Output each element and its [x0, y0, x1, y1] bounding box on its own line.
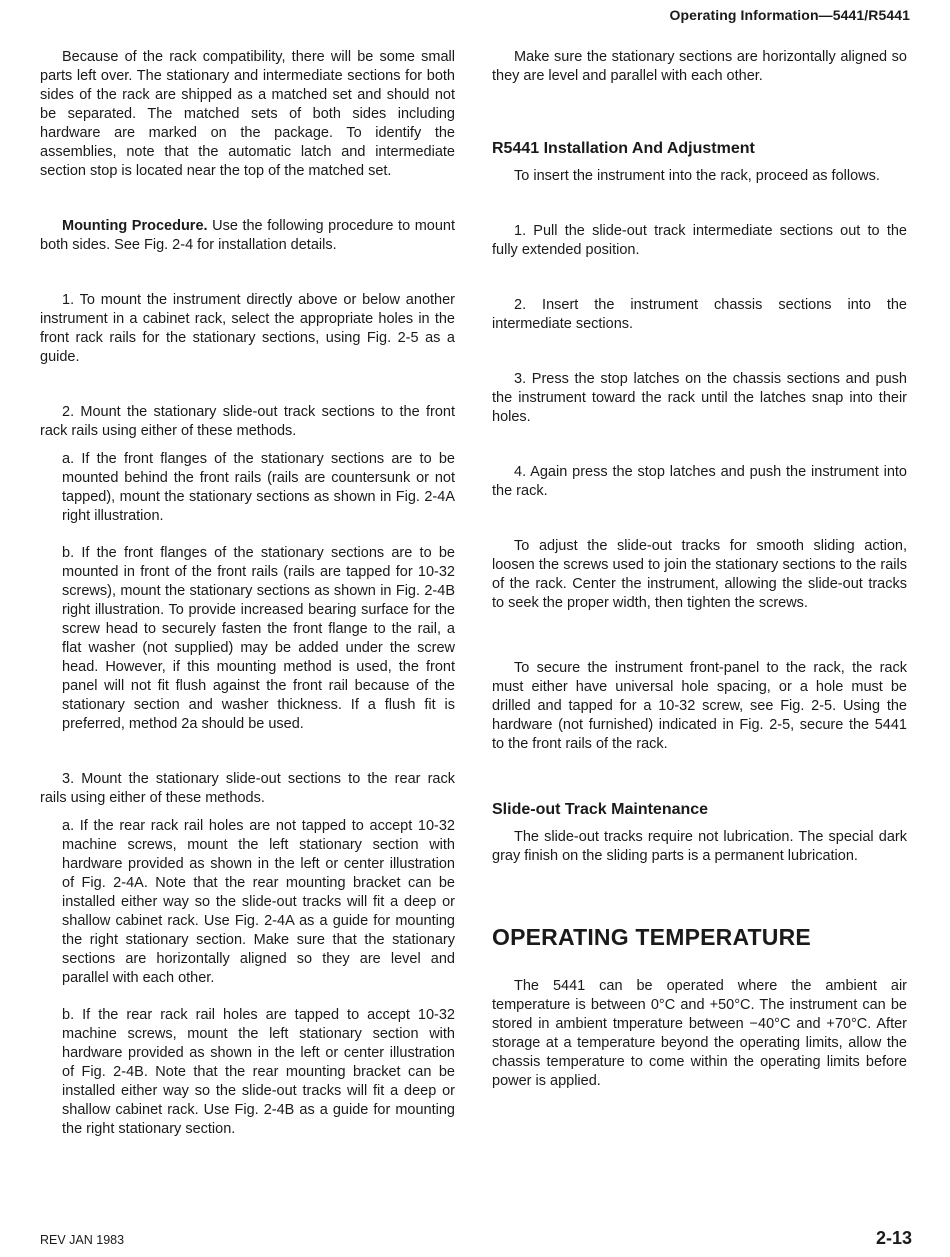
secure-paragraph: To secure the instrument front-panel to the rack, the rack must either have universal hole spacing, or a hole must be drilled and tapped for a 10-32 screw, see Fig. 2-5. Using the hardware (not furnished) indicated in Fig. 2-5, secure the 5441 to the front rails of the rack.: [492, 660, 907, 752]
page-number: 2-13: [875, 1228, 912, 1248]
adjust-paragraph: To adjust the slide-out tracks for smooth sliding action, loosen the screws used to join the stationary sections to the rails of the rack. Center the instrument, allowing the slide-out tracks to seek the proper width, then tighten the screws.: [492, 538, 907, 611]
maintenance-paragraph: The slide-out tracks require not lubrication. The special dark gray finish on the sliding parts is a permanent lubrication.: [492, 829, 907, 864]
intro-paragraph: Because of the rack compatibility, there will be some small parts left over. The stationary and intermediate sections for both sides of the rack are shipped as a matched set and should not be separated. The matched sets of both sides including hardware are marked on the package. To identify the assemblies, note that the automatic latch and intermediate section stop is located near the top of the matched set.: [40, 49, 455, 179]
install-step-1: 1. Pull the slide-out track intermediate sections out to the fully extended position.: [492, 223, 907, 258]
installation-heading: R5441 Installation And Adjustment: [492, 140, 755, 157]
install-step-3: 3. Press the stop latches on the chassis sections and push the instrument toward the rack until the latches snap into their holes.: [492, 371, 907, 425]
mounting-procedure-paragraph: [40, 217, 455, 255]
mounting-procedure-lead: Mounting Procedure.: [62, 218, 208, 234]
revision-date: REV JAN 1983: [40, 1233, 125, 1247]
install-step-2: 2. Insert the instrument chassis sections into the intermediate sections.: [492, 297, 907, 332]
running-header: Operating Information—5441/R5441: [669, 7, 910, 23]
step-3a: a. If the rear rack rail holes are not tapped to accept 10-32 machine screws, mount the left stationary section with hardware provided as shown in the left or center illustration of Fig. 2-4A. Note that the rear mounting bracket can be installed either way so the slide-out tracks will fit a deep or shallow cabinet rack. Use Fig. 2-4A as a guide for mounting the right stationary section. Make sure that the stationary sections are horizontally aligned so they are level and parallel with each other.: [62, 818, 455, 986]
step-2: 2. Mount the stationary slide-out track sections to the front rack rails using either of these methods.: [40, 404, 455, 439]
temperature-paragraph: The 5441 can be operated where the ambient air temperature is between 0°C and +50°C. The instrument can be stored in ambient tmperature between −40°C and +70°C. After storage at a temperature beyond the operating limits, allow the chassis temperature to come within the operating limits before power is applied.: [492, 978, 907, 1089]
maintenance-heading: Slide-out Track Maintenance: [492, 801, 709, 818]
step-3: 3. Mount the stationary slide-out sections to the rear rack rails using either of these methods.: [40, 771, 455, 806]
left-column: [40, 48, 455, 1139]
operating-temperature-heading: OPERATING TEMPERATURE: [492, 924, 811, 950]
step-2a: a. If the front flanges of the stationary sections are to be mounted behind the front rails (rails are countersunk or not tapped), mount the stationary sections as shown in Fig. 2-4A right illustration.: [62, 451, 455, 524]
step-3-subitems: [62, 817, 455, 1139]
step-3b: b. If the rear rack rail holes are tapped to accept 10-32 machine screws, mount the left stationary section with hardware provided as shown in the left or center illustration of Fig. 2-4B. Note that the rear mounting bracket can be installed either way so the slide-out tracks will fit a deep or shallow cabinet rack. Use Fig. 2-4B as a guide for mounting the right stationary section.: [62, 1007, 455, 1137]
alignment-paragraph: Make sure the stationary sections are horizontally aligned so they are level and parallel with each other.: [492, 49, 907, 84]
step-2-subitems: [62, 450, 455, 734]
install-step-4: 4. Again press the stop latches and push the instrument into the rack.: [492, 464, 907, 499]
step-1: 1. To mount the instrument directly above or below another instrument in a cabinet rack, select the appropriate holes in the front rack rails for the stationary sections, using Fig. 2-5 as a guide.: [40, 292, 455, 365]
installation-intro: To insert the instrument into the rack, proceed as follows.: [514, 168, 880, 184]
step-2b: b. If the front flanges of the stationary sections are to be mounted in front of the front rails (rails are tapped for 10-32 screws), mount the stationary sections as shown in Fig. 2-4B right illustration. To provide increased bearing surface for the screw head to securely fasten the front flange to the rail, a flat washer (not supplied) may be added under the screw head. However, if this mounting method is used, the front panel will not fit flush against the front rail because of the stationary section and washer thickness. If a flush fit is preferred, method 2a should be used.: [62, 545, 455, 732]
mounting-procedure-text: Use the following procedure to mount both sides. See Fig. 2-4 for installation details.: [40, 218, 455, 253]
right-column: [492, 48, 907, 1091]
